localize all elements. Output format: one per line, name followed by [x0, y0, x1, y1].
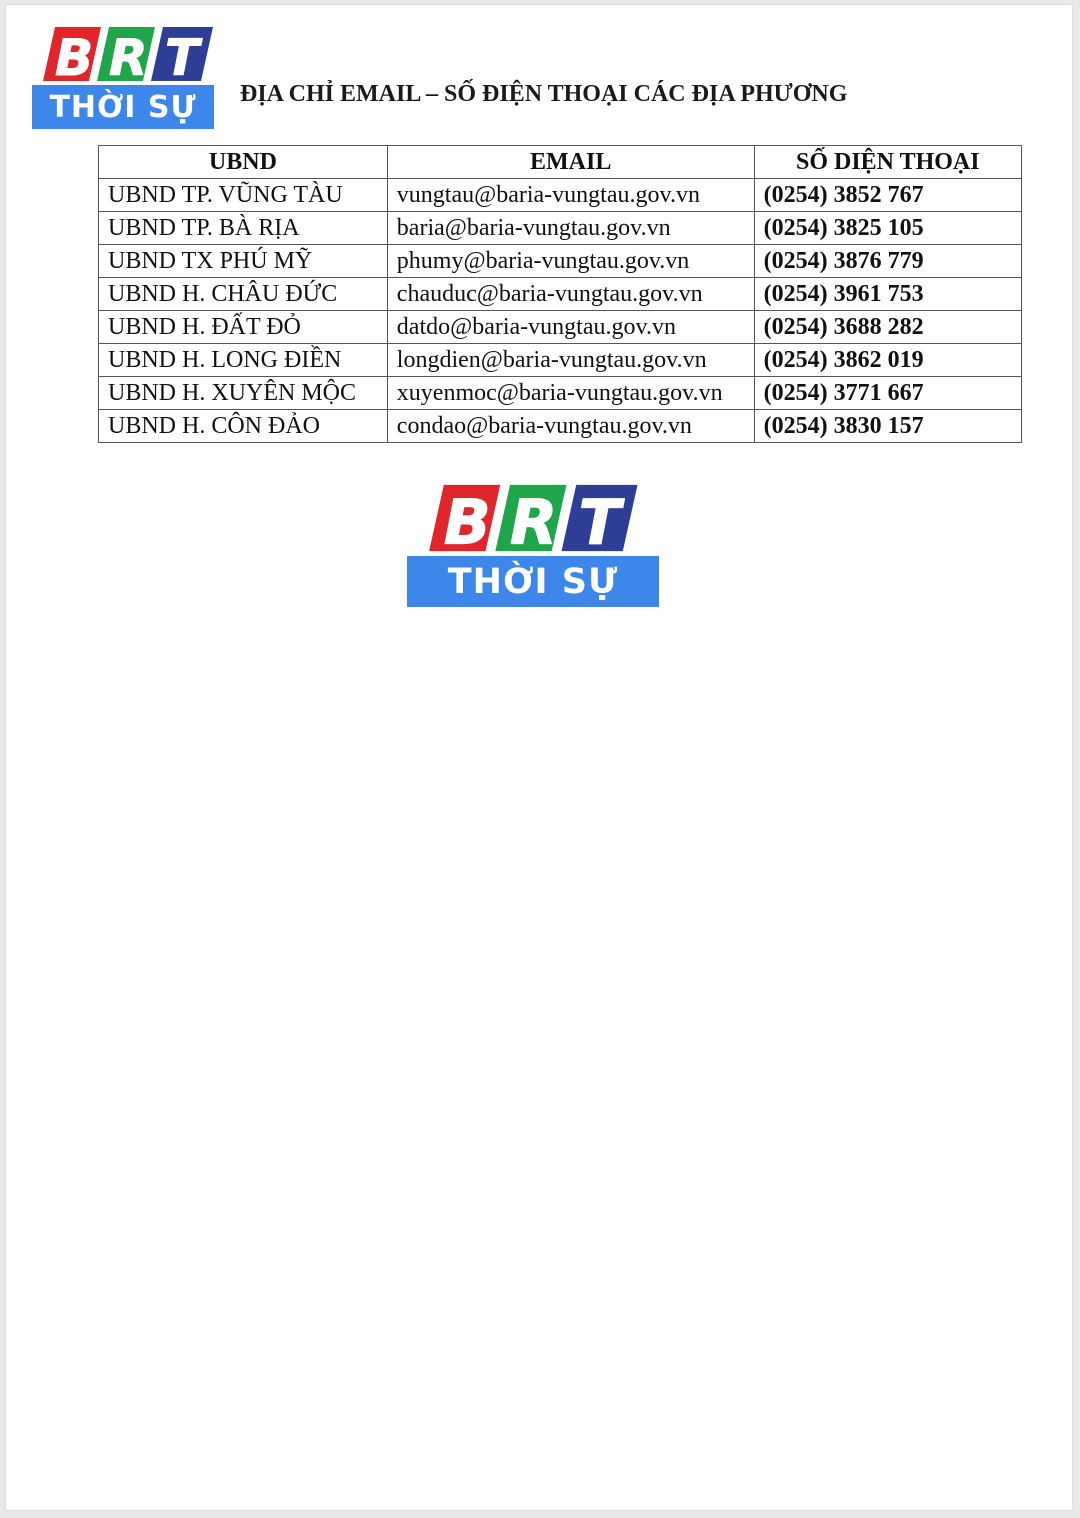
table-row: [99, 179, 1022, 212]
cell-phone: (0254) 3876 779: [754, 245, 1021, 278]
table-row: [99, 245, 1022, 278]
cell-phone: (0254) 3688 282: [754, 311, 1021, 344]
cell-email[interactable]: phumy@baria-vungtau.gov.vn: [387, 245, 754, 278]
table-row: [99, 377, 1022, 410]
cell-email[interactable]: longdien@baria-vungtau.gov.vn: [387, 344, 754, 377]
table-row: [99, 344, 1022, 377]
cell-name: UBND H. XUYÊN MỘC: [99, 377, 388, 410]
svg-text:B: B: [443, 487, 491, 556]
table-row: [99, 311, 1022, 344]
document-page: [6, 5, 1072, 1510]
cell-email[interactable]: datdo@baria-vungtau.gov.vn: [387, 311, 754, 344]
header-phone: SỐ DIỆN THOẠI: [754, 146, 1021, 179]
cell-name: UBND H. CÔN ĐẢO: [99, 410, 388, 443]
cell-name: UBND H. LONG ĐIỀN: [99, 344, 388, 377]
table-row: [99, 212, 1022, 245]
svg-text:T: T: [578, 487, 621, 556]
header-ubnd: UBND: [99, 146, 388, 179]
logo-subtitle: THỜI SỰ: [407, 556, 659, 607]
brt-logo-top: [32, 23, 214, 129]
table-header-row: [99, 146, 1022, 179]
cell-email[interactable]: vungtau@baria-vungtau.gov.vn: [387, 179, 754, 212]
cell-phone: (0254) 3961 753: [754, 278, 1021, 311]
cell-name: UBND TP. VŨNG TÀU: [99, 179, 388, 212]
brt-wordmark-icon: [411, 480, 663, 556]
cell-name: UBND H. ĐẤT ĐỎ: [99, 311, 388, 344]
cell-name: UBND TP. BÀ RỊA: [99, 212, 388, 245]
document-title: ĐỊA CHỈ EMAIL – SỐ ĐIỆN THOẠI CÁC ĐỊA PHƯƠNG: [240, 81, 848, 107]
svg-text:B: B: [55, 29, 94, 85]
cell-phone: (0254) 3852 767: [754, 179, 1021, 212]
table-row: [99, 278, 1022, 311]
table-row: [99, 410, 1022, 443]
cell-phone: (0254) 3830 157: [754, 410, 1021, 443]
cell-email[interactable]: baria@baria-vungtau.gov.vn: [387, 212, 754, 245]
cell-phone: (0254) 3825 105: [754, 212, 1021, 245]
cell-email[interactable]: condao@baria-vungtau.gov.vn: [387, 410, 754, 443]
svg-text:R: R: [510, 487, 558, 556]
logo-subtitle: THỜI SỰ: [32, 85, 214, 129]
cell-email[interactable]: xuyenmoc@baria-vungtau.gov.vn: [387, 377, 754, 410]
brt-logo-center: [407, 480, 659, 607]
brt-wordmark-icon: [40, 23, 222, 85]
header-email: EMAIL: [387, 146, 754, 179]
cell-name: UBND TX PHÚ MỸ: [99, 245, 388, 278]
cell-name: UBND H. CHÂU ĐỨC: [99, 278, 388, 311]
svg-text:T: T: [165, 29, 200, 85]
contacts-table: [98, 145, 1022, 443]
svg-text:R: R: [109, 29, 148, 85]
cell-phone: (0254) 3862 019: [754, 344, 1021, 377]
cell-email[interactable]: chauduc@baria-vungtau.gov.vn: [387, 278, 754, 311]
cell-phone: (0254) 3771 667: [754, 377, 1021, 410]
